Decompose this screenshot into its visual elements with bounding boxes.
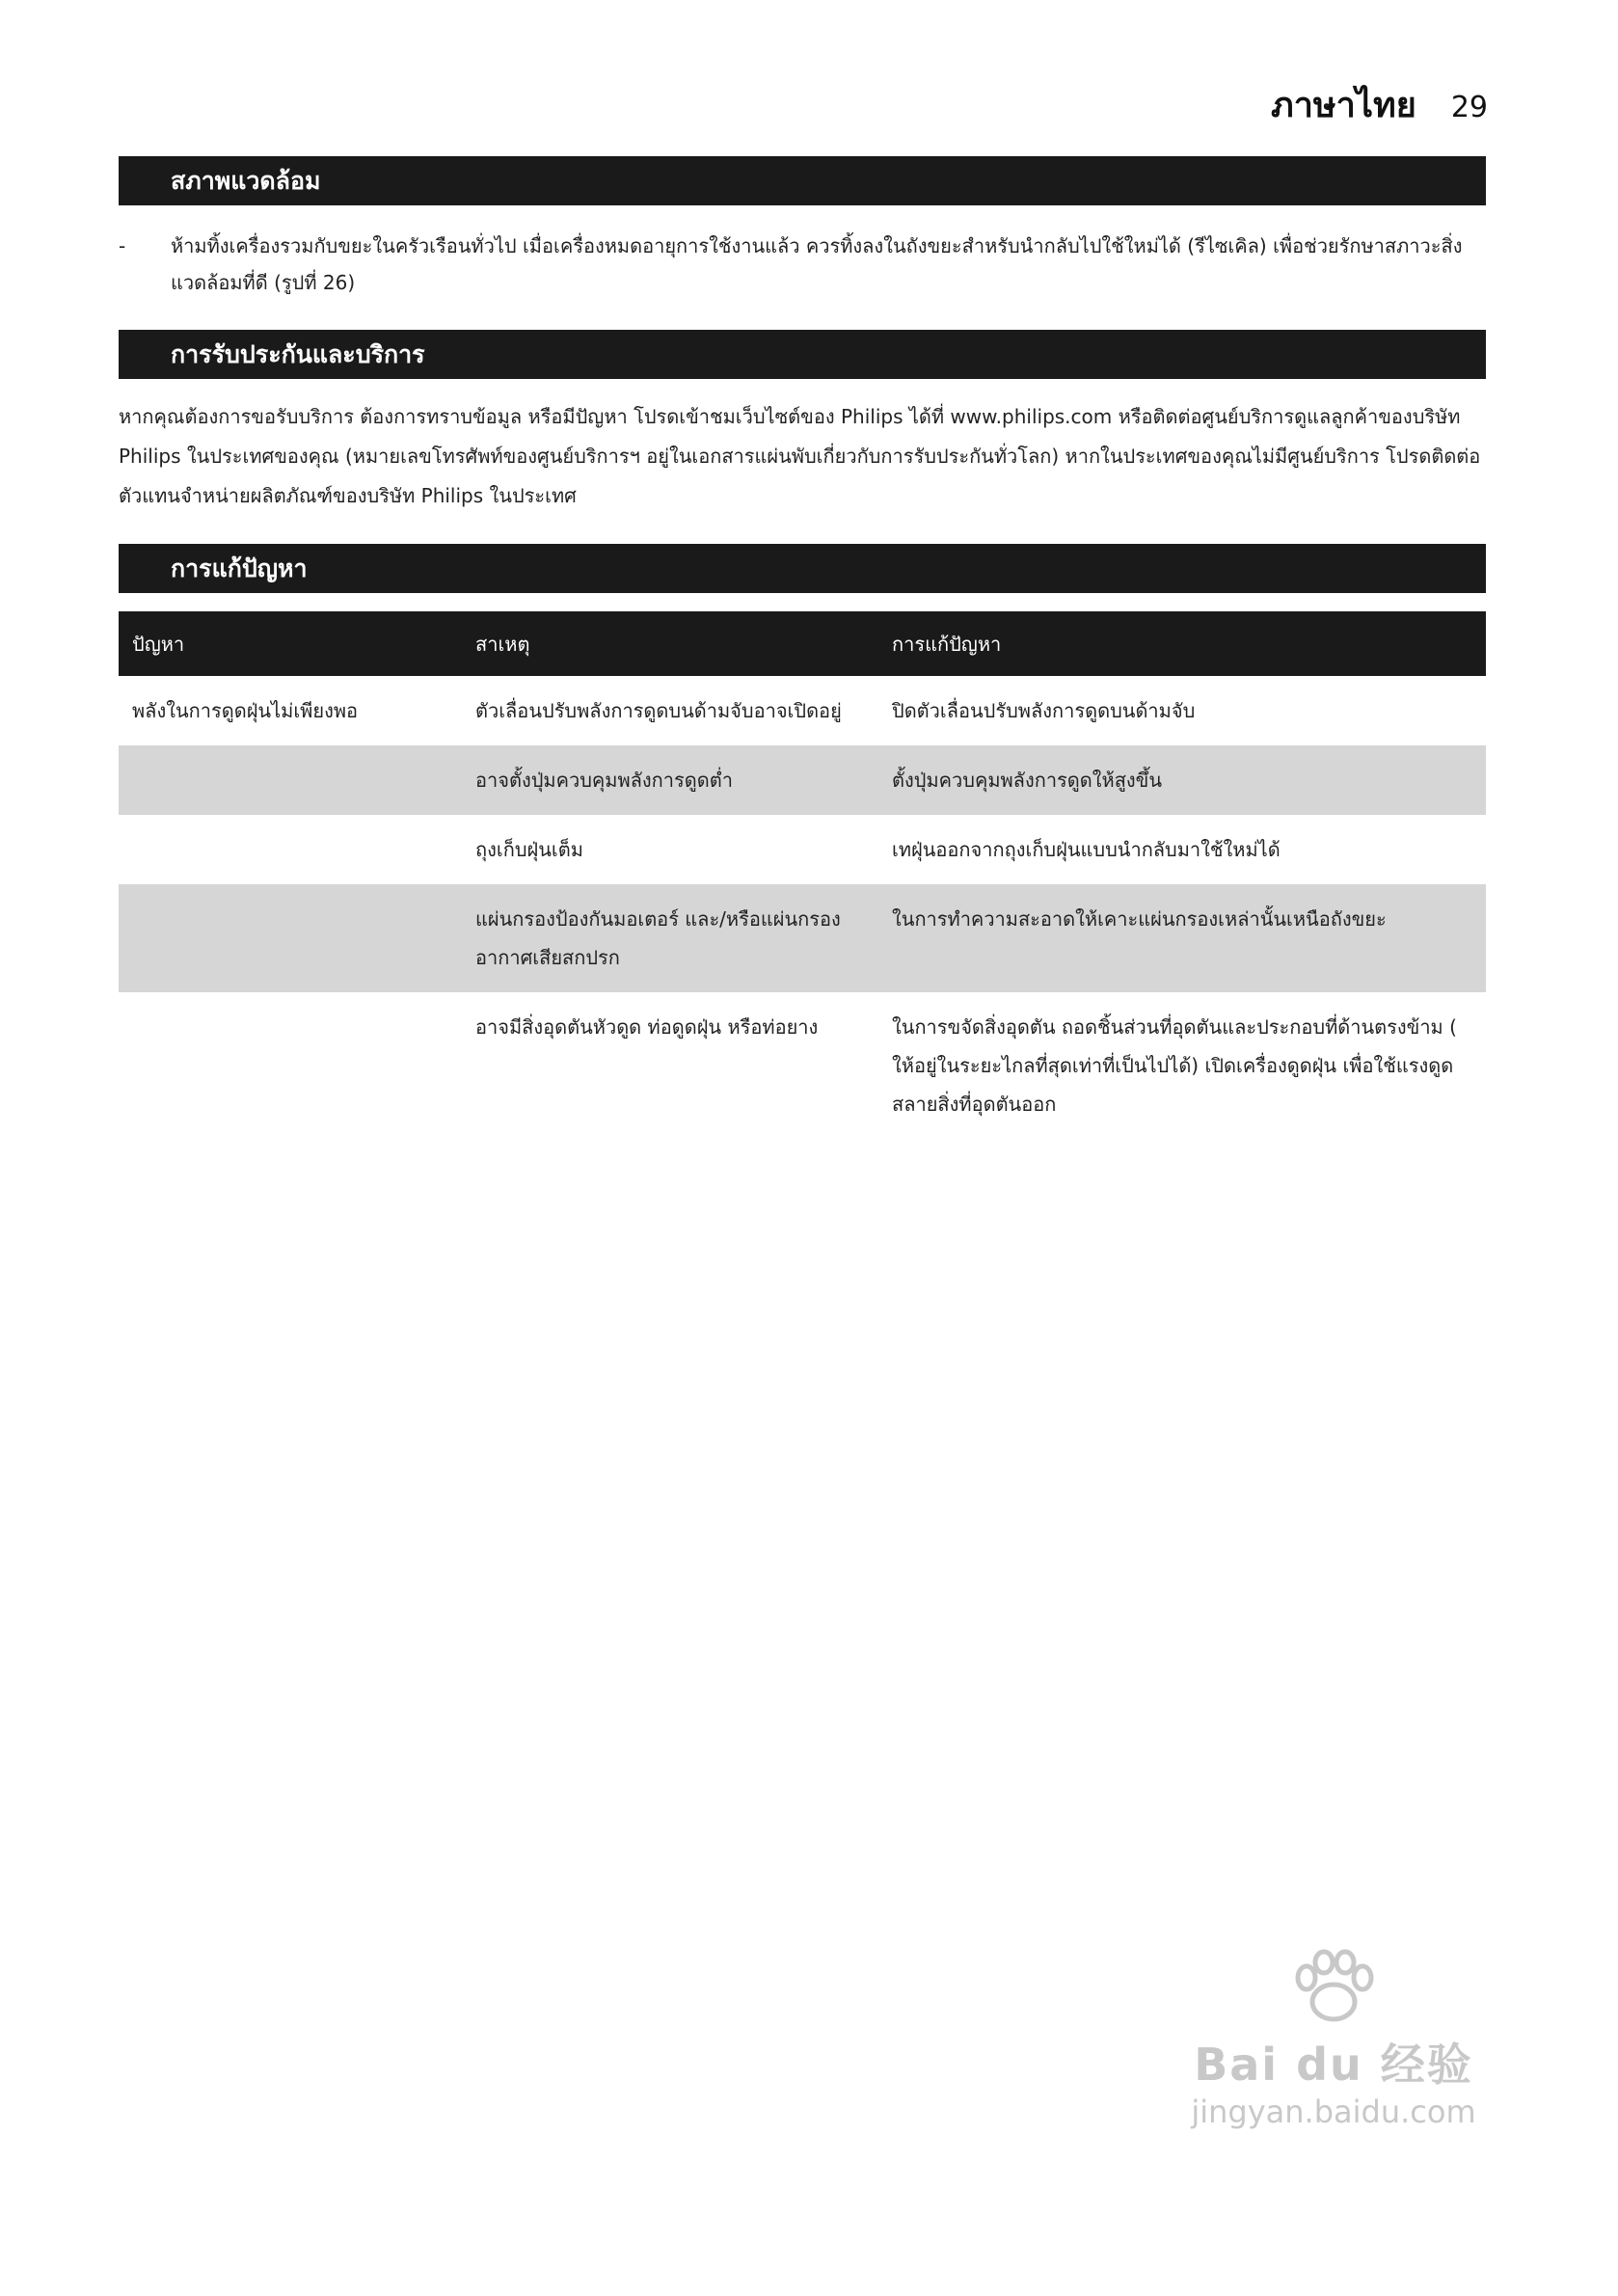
cell-solution: ในการขจัดสิ่งอุดตัน ถอดชิ้นส่วนที่อุดตันและประกอบที่ด้านตรงข้าม ( ให้อยู่ในระยะไกลที่สุดเท่าที่เป็นไปได้) เปิดเครื่องดูดฝุ่น เพื่อใช้แรงดูดสลายสิ่งที่อุดตันออก bbox=[892, 1015, 1457, 1116]
cell-cause: อาจมีสิ่งอุดตันหัวดูด ท่อดูดฝุ่น หรือท่อยาง bbox=[475, 1015, 819, 1039]
page-number: 29 bbox=[1450, 91, 1488, 124]
section-troubleshooting-heading: การแก้ปัญหา bbox=[119, 544, 1486, 593]
header-solution: การแก้ปัญหา bbox=[878, 611, 1486, 676]
table-row bbox=[119, 884, 1486, 992]
watermark-url: jingyan.baidu.com bbox=[1191, 2093, 1476, 2130]
environment-text: ห้ามทิ้งเครื่องรวมกับขยะในครัวเรือนทั่วไป เมื่อเครื่องหมดอายุการใช้งานแล้ว ควรทิ้งลงในถังขยะสำหรับนำกลับไปใช้ใหม่ได้ (รีไซเคิล) เพื่อช่วยรักษาสภาวะสิ่งแวดล้อมที่ดี (รูปที่ 26) bbox=[171, 234, 1463, 294]
paw-icon bbox=[1285, 1949, 1382, 2026]
table-row bbox=[119, 745, 1486, 815]
watermark-brand: Bai du 经验 bbox=[1194, 2039, 1473, 2091]
cell-cause: ตัวเลื่อนปรับพลังการดูดบนด้ามจับอาจเปิดอยู่ bbox=[475, 699, 842, 722]
table-row bbox=[119, 992, 1486, 1139]
header-problem: ปัญหา bbox=[119, 611, 462, 676]
table-header-row bbox=[119, 611, 1486, 676]
cell-cause: ถุงเก็บฝุ่นเต็ม bbox=[475, 838, 583, 861]
language-title: ภาษาไทย bbox=[1270, 85, 1416, 125]
section-guarantee-heading: การรับประกันและบริการ bbox=[119, 330, 1486, 379]
cell-problem bbox=[119, 815, 462, 884]
header-cause: สาเหตุ bbox=[462, 611, 878, 676]
cell-problem bbox=[119, 884, 462, 992]
cell-solution: เทฝุ่นออกจากถุงเก็บฝุ่นแบบนำกลับมาใช้ใหม่ได้ bbox=[892, 838, 1281, 861]
baidu-watermark bbox=[1141, 1949, 1526, 2151]
cell-solution: ตั้งปุ่มควบคุมพลังการดูดให้สูงขึ้น bbox=[878, 745, 1486, 815]
bullet-dash: - bbox=[119, 234, 126, 257]
cell-problem: พลังในการดูดฝุ่นไม่เพียงพอ bbox=[132, 699, 359, 722]
table-row bbox=[119, 676, 1486, 745]
cell-solution: ปิดตัวเลื่อนปรับพลังการดูดบนด้ามจับ bbox=[892, 699, 1196, 722]
troubleshooting-table bbox=[119, 611, 1486, 1139]
cell-cause: แผ่นกรองป้องกันมอเตอร์ และ/หรือแผ่นกรองอากาศเสียสกปรก bbox=[462, 884, 878, 992]
cell-cause: อาจตั้งปุ่มควบคุมพลังการดูดต่ำ bbox=[462, 745, 878, 815]
section-environment-heading: สภาพแวดล้อม bbox=[119, 156, 1486, 205]
cell-solution: ในการทำความสะอาดให้เคาะแผ่นกรองเหล่านั้นเหนือถังขยะ bbox=[878, 884, 1486, 992]
environment-bullet bbox=[119, 228, 1486, 301]
guarantee-text: หากคุณต้องการขอรับบริการ ต้องการทราบข้อมูล หรือมีปัญหา โปรดเข้าชมเว็บไซต์ของ Philips ได้ที่ www.philips.com หรือติดต่อศูนย์บริการดูแลลูกค้าของบริษัท Philips ในประเทศของคุณ (หมายเลขโทรศัพท์ของศูนย์บริการฯ อยู่ในเอกสารแผ่นพับเกี่ยวกับการรับประกันทั่วโลก) หากในประเทศของคุณไม่มีศูนย์บริการ โปรดติดต่อตัวแทนจำหน่ายผลิตภัณฑ์ของบริษัท Philips ในประเทศ bbox=[119, 405, 1481, 507]
cell-problem bbox=[119, 992, 462, 1139]
page-header bbox=[1271, 77, 1488, 132]
cell-problem bbox=[119, 745, 462, 815]
table-row bbox=[119, 815, 1486, 884]
